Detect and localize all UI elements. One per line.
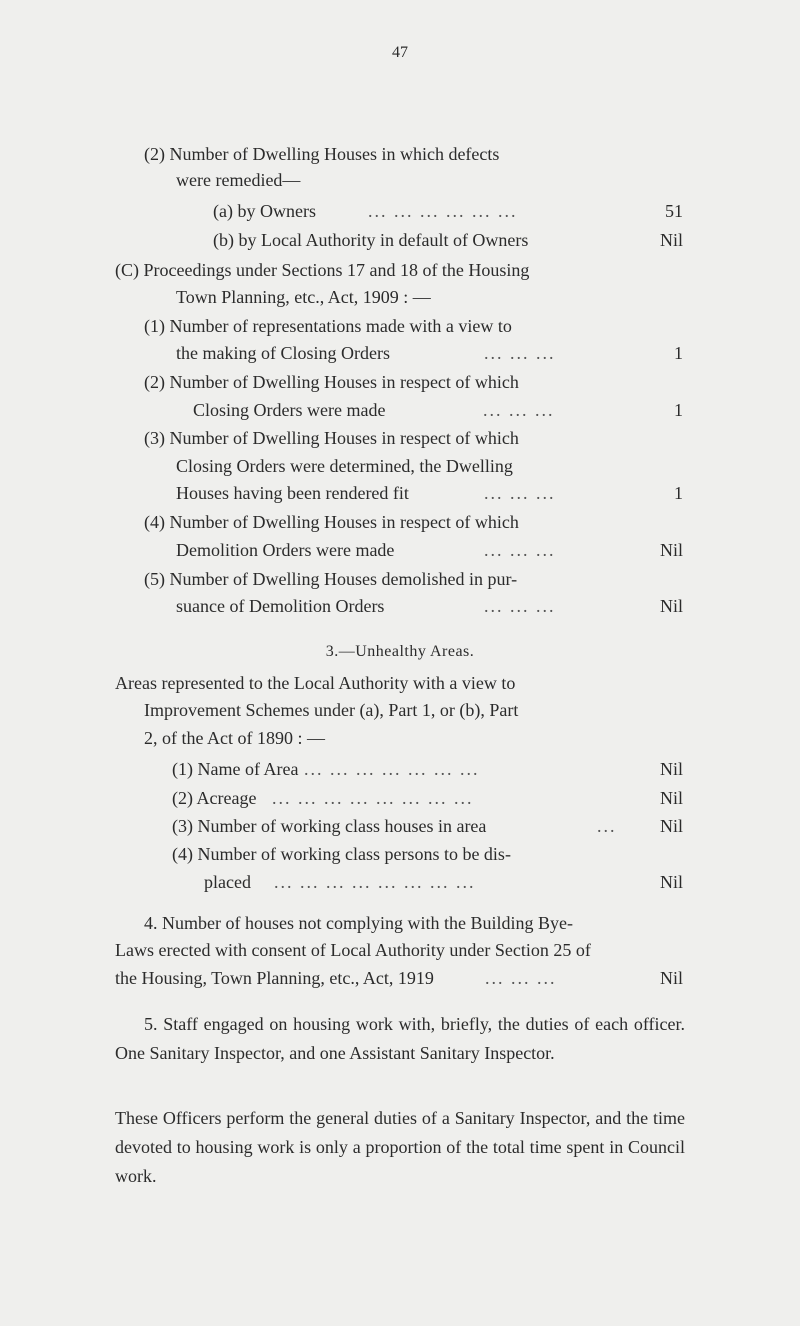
- s4-label: the Housing, Town Planning, etc., Act, 1919: [115, 968, 434, 988]
- s3-line3: 2, of the Act of 1890 : —: [144, 728, 325, 748]
- s3-item4-label: placed: [204, 872, 251, 892]
- s3-item1-label: (1) Name of Area: [172, 759, 299, 779]
- s3-line2: Improvement Schemes under (a), Part 1, or (b), Part: [144, 700, 519, 720]
- c-item4-line1: (4) Number of Dwelling Houses in respect of which: [144, 512, 519, 532]
- c-item1-label: the making of Closing Orders: [176, 343, 390, 363]
- page-number: 47: [392, 44, 408, 61]
- s4-value: Nil: [659, 968, 683, 988]
- c-item3-line2: Closing Orders were determined, the Dwelling: [176, 456, 513, 476]
- leader-dots: ... ... ... ... ... ...: [368, 201, 518, 221]
- leader-dots: ... ... ...: [484, 596, 556, 616]
- leader-dots: ... ... ... ... ... ... ... ...: [272, 788, 474, 808]
- leader-dots: ... ... ...: [484, 540, 556, 560]
- c-item1-line1: (1) Number of representations made with a view to: [144, 316, 512, 336]
- b2-a-value: 51: [665, 201, 683, 221]
- s3-item4-value: Nil: [659, 872, 683, 892]
- leader-dots: ... ... ...: [485, 968, 557, 988]
- b2-b-value: Nil: [659, 230, 683, 250]
- s3-line1: Areas represented to the Local Authority with a view to: [115, 673, 516, 693]
- c-item2-label: Closing Orders were made: [193, 400, 386, 420]
- b2-b-label: (b) by Local Authority in default of Owners: [213, 230, 529, 250]
- c-item4-value: Nil: [659, 540, 683, 560]
- c-item3-value: 1: [674, 483, 683, 503]
- c-item2-value: 1: [674, 400, 683, 420]
- leader-dots: ... ... ...: [483, 400, 555, 420]
- c-line1: (C) Proceedings under Sections 17 and 18 of the Housing: [115, 260, 530, 280]
- c-item5-value: Nil: [659, 596, 683, 616]
- leader-dots: ...: [597, 816, 617, 836]
- b2-line1: (2) Number of Dwelling Houses in which defects: [144, 144, 500, 164]
- c-item5-line1: (5) Number of Dwelling Houses demolished in pur-: [144, 569, 518, 589]
- c-item1-value: 1: [674, 343, 683, 363]
- c-item2-line1: (2) Number of Dwelling Houses in respect of which: [144, 372, 519, 392]
- s5-paragraph1: 5. Staff engaged on housing work with, briefly, the duties of each officer. One Sanitary Inspector, and one Assistant Sanitary Inspector.: [115, 1014, 685, 1063]
- section3-heading: 3.—Unhealthy Areas.: [325, 643, 475, 660]
- c-item5-label: suance of Demolition Orders: [176, 596, 385, 616]
- s3-item3-label: (3) Number of working class houses in area: [172, 816, 487, 836]
- b2-line2: were remedied—: [176, 170, 301, 190]
- leader-dots: ... ... ... ... ... ... ... ...: [274, 872, 476, 892]
- s3-item2-label: (2) Acreage: [172, 788, 257, 808]
- leader-dots: ... ... ... ... ... ... ...: [304, 759, 480, 779]
- c-item3-label: Houses having been rendered fit: [176, 483, 409, 503]
- s3-item3-value: Nil: [659, 816, 683, 836]
- c-item4-label: Demolition Orders were made: [176, 540, 395, 560]
- s4-line2: Laws erected with consent of Local Authority under Section 25 of: [115, 940, 591, 960]
- s3-item1-value: Nil: [659, 759, 683, 779]
- s3-item2-value: Nil: [659, 788, 683, 808]
- s5-paragraph2: These Officers perform the general duties of a Sanitary Inspector, and the time devoted to housing work is only a proportion of the total time spent in Council work.: [115, 1108, 685, 1186]
- s3-item4-line1: (4) Number of working class persons to be dis-: [172, 844, 511, 864]
- s4-line1: 4. Number of houses not complying with the Building Bye-: [144, 913, 573, 933]
- leader-dots: ... ... ...: [484, 343, 556, 363]
- b2-a-label: (a) by Owners: [213, 201, 316, 221]
- c-item3-line1: (3) Number of Dwelling Houses in respect of which: [144, 428, 519, 448]
- c-line2: Town Planning, etc., Act, 1909 : —: [176, 287, 431, 307]
- leader-dots: ... ... ...: [484, 483, 556, 503]
